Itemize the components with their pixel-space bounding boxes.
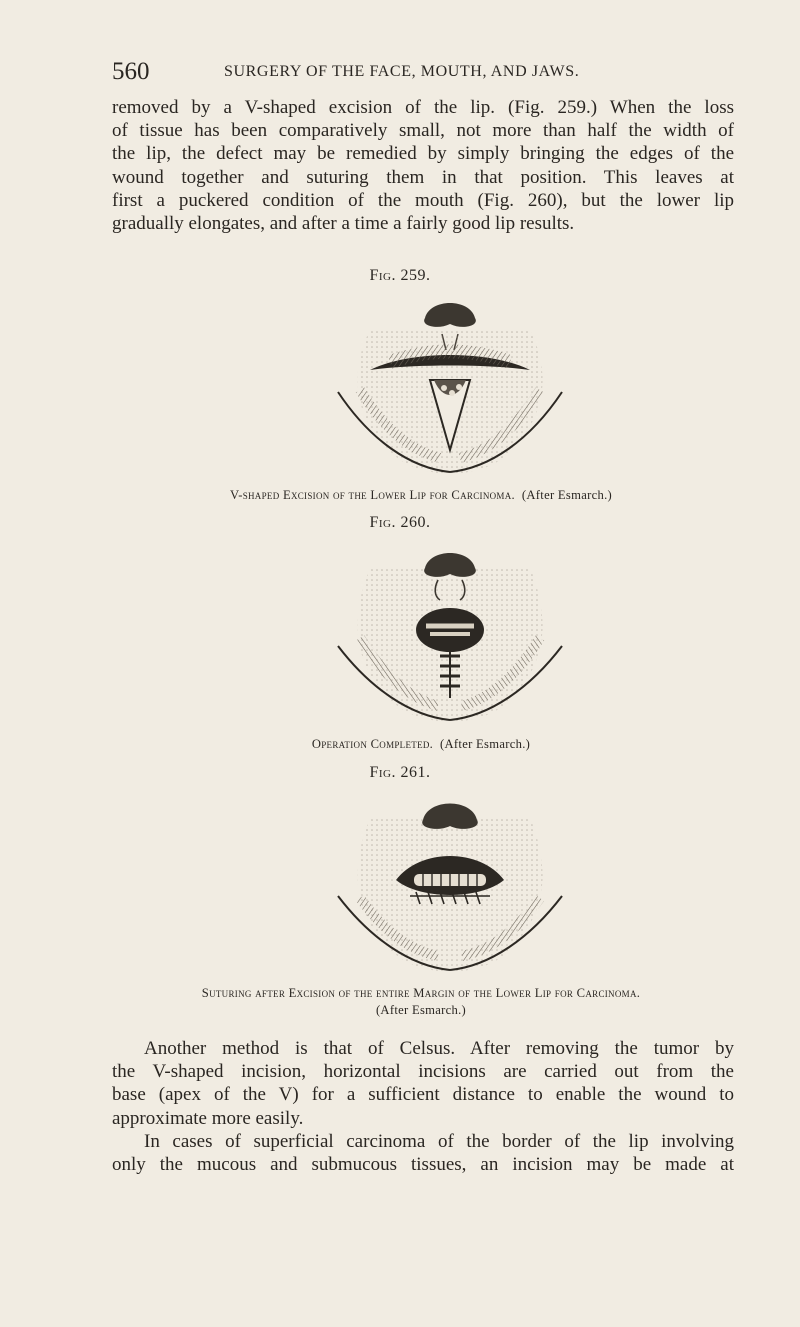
figure-261-illustration [330,788,570,978]
figure-260-illustration [330,538,570,728]
caption-main: Operation Completed. [311,737,434,751]
text-line: only the mucous and submucous tissues, an incision may be made at [112,1154,734,1176]
figure-259-illustration [330,290,570,480]
caption-credit: (After Esmarch.) [521,488,613,502]
running-head [112,58,732,88]
figure-label-260: Fig. 260. [369,514,431,531]
text-line: gradually elongates, and after a time a fairly good lip results. [112,213,575,235]
paragraph-1 [112,96,734,235]
figure-caption-261 [100,985,742,1019]
text-line: the V-shaped incision, horizontal incisions are carried out from the [112,1061,734,1083]
paragraph-2 [112,1037,734,1130]
running-title: SURGERY OF THE FACE, MOUTH, AND JAWS. [224,63,580,80]
text-line: wound together and suturing them in that position. This leaves at [112,166,734,188]
caption-credit: (After Esmarch.) [375,1003,467,1017]
caption-main: V-shaped Excision of the Lower Lip for Carcinoma. [229,488,515,502]
text-line: base (apex of the V) for a sufficient distance to enable the wound to [112,1084,734,1106]
figure-label-261: Fig. 261. [369,764,431,781]
caption-main: Suturing after Excision of the entire Margin of the Lower Lip for Carcinoma. [201,986,641,1000]
text-line: first a puckered condition of the mouth (Fig. 260), but the lower lip [112,189,734,211]
page-number: 560 [112,58,150,85]
figure-caption-259 [100,487,742,504]
text-line: In cases of superficial carcinoma of the border of the lip involving [144,1131,734,1152]
text-line: Another method is that of Celsus. After removing the tumor by [144,1038,734,1059]
text-line: the lip, the defect may be remedied by simply bringing the edges of the [112,143,734,165]
text-line: of tissue has been comparatively small, not more than half the width of [112,120,734,142]
text-line: approximate more easily. [112,1107,304,1129]
figure-label-259: Fig. 259. [369,267,431,284]
paragraph-3 [112,1130,734,1176]
figure-caption-260 [100,736,742,753]
caption-credit: (After Esmarch.) [440,737,531,751]
text-line: removed by a V-shaped excision of the lip. (Fig. 259.) When the loss [112,97,734,118]
